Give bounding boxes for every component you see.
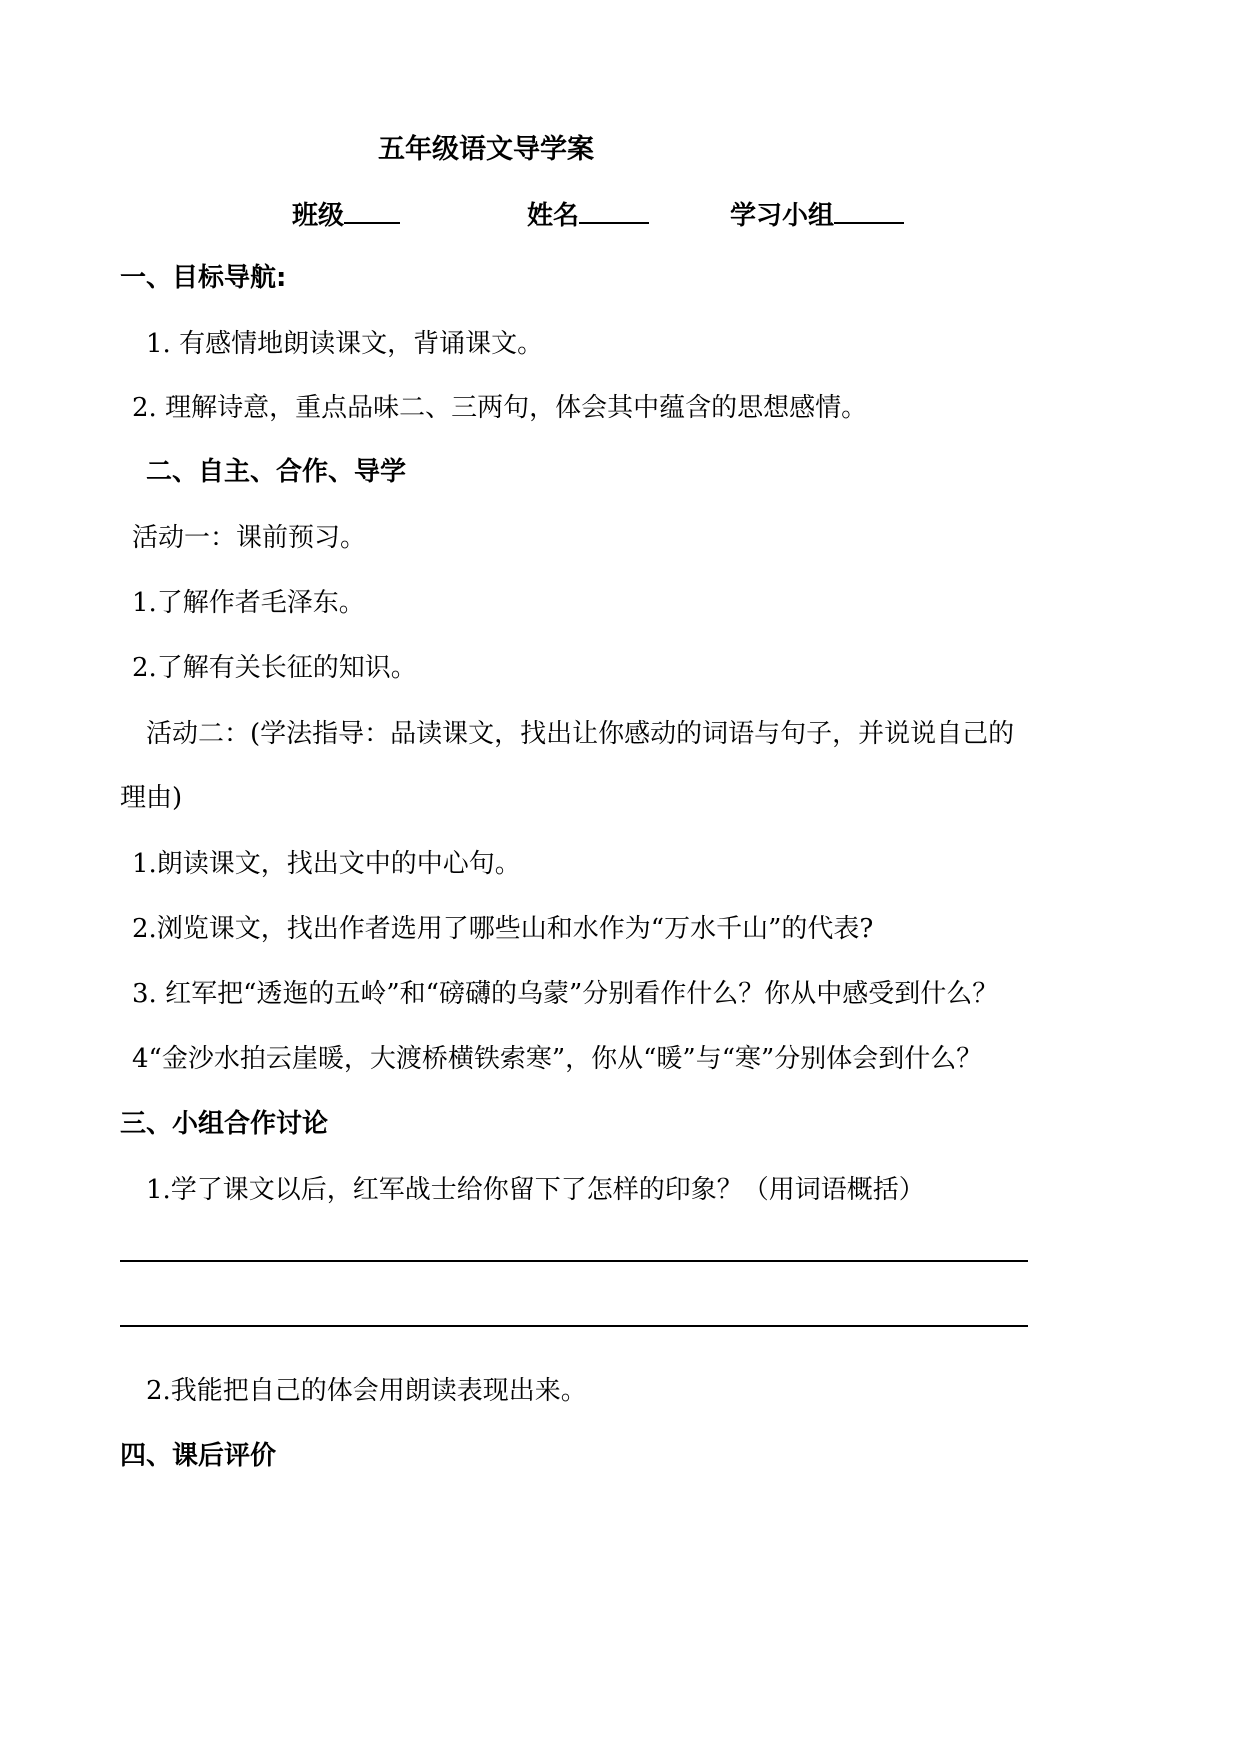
group-blank[interactable]: [834, 198, 904, 224]
activity2-item: 4“金沙水拍云崖暖，大渡桥横铁索寒”，你从“暖”与“寒”分别体会到什么？: [132, 1044, 983, 1074]
section3-item: 2.我能把自己的体会用朗读表现出来。: [146, 1376, 587, 1406]
answer-line[interactable]: [120, 1260, 1028, 1262]
activity2-item: 1.朗读课文，找出文中的中心句。: [132, 849, 521, 879]
group-label: 学习小组: [730, 201, 835, 231]
name-label: 姓名: [527, 201, 580, 231]
activity2-label: 活动二：(学法指导：品读课文，找出让你感动的词语与句子，并说说自己的: [146, 719, 1015, 749]
section2-heading: 二、自主、合作、导学: [146, 457, 407, 487]
class-blank[interactable]: [344, 198, 400, 224]
section3-item: 1.学了课文以后，红军战士给你留下了怎样的印象？（用词语概括）: [146, 1175, 925, 1205]
group-field: [730, 198, 904, 232]
class-label: 班级: [292, 201, 345, 231]
name-field: [527, 198, 649, 232]
activity1-item: 1.了解作者毛泽东。: [132, 588, 365, 618]
activity2-label-cont: 理由): [120, 783, 183, 813]
activity2-item: 3. 红军把“透迤的五岭”和“磅礴的乌蒙”分别看作什么？你从中感受到什么？: [132, 979, 999, 1009]
activity1-label: 活动一：课前预习。: [132, 523, 367, 553]
answer-line[interactable]: [120, 1325, 1028, 1327]
class-field: [292, 198, 400, 232]
page-title: 五年级语文导学案: [378, 134, 594, 165]
section1-heading: 一、目标导航:: [120, 263, 287, 293]
section1-item: 1. 有感情地朗读课文，背诵课文。: [146, 329, 544, 359]
activity2-item: 2.浏览课文，找出作者选用了哪些山和水作为“万水千山”的代表?: [132, 914, 874, 944]
section3-heading: 三、小组合作讨论: [120, 1109, 329, 1139]
section4-heading: 四、课后评价: [120, 1441, 277, 1471]
section1-item: 2. 理解诗意，重点品味二、三两句，体会其中蕴含的思想感情。: [132, 393, 868, 423]
activity1-item: 2.了解有关长征的知识。: [132, 653, 417, 683]
name-blank[interactable]: [579, 198, 649, 224]
